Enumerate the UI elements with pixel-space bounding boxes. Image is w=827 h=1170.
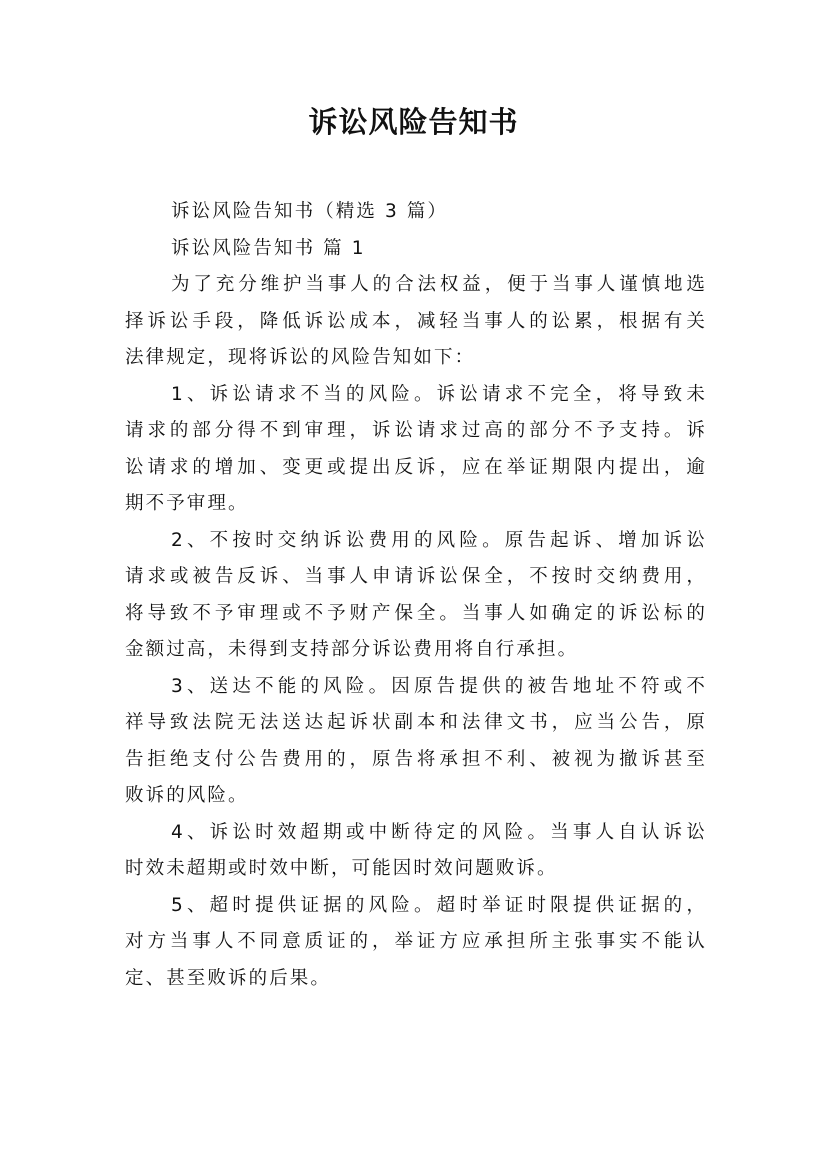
text-line: 时效未超期或时效中断，可能因时效问题败诉。 [125,858,558,879]
text-line: 讼请求的增加、变更或提出反诉，应在举证期限内提出，逾 [125,456,707,478]
text-line: 请求的部分得不到审理，诉讼请求过高的部分不予支持。诉 [125,420,707,441]
document-body [125,194,707,997]
text-line: 4、诉讼时效超期或中断待定的风险。当事人自认诉讼 [171,821,707,843]
text-line: 法律规定，现将诉讼的风险告知如下： [125,347,476,368]
text-line: 将导致不予审理或不予财产保全。当事人如确定的诉讼标的 [125,602,707,624]
text-line: 期不予审理。 [125,493,249,514]
text-line: 为了充分维护当事人的合法权益，便于当事人谨慎地选 [171,274,707,295]
text-line: 祥导致法院无法送达起诉状副本和法律文书，应当公告，原 [125,712,707,733]
text-line: 败诉的风险。 [125,785,249,806]
text-line: 告拒绝支付公告费用的，原告将承担不利、被视为撤诉甚至 [125,748,707,770]
text-line: 3、送达不能的风险。因原告提供的被告地址不符或不 [171,675,707,697]
text-line: 5、超时提供证据的风险。超时举证时限提供证据的， [171,894,707,916]
text-line: 请求或被告反诉、当事人申请诉讼保全，不按时交纳费用， [125,566,707,587]
document-title: 诉讼风险告知书 [308,105,519,139]
text-line: 择诉讼手段，降低诉讼成本，减轻当事人的讼累，根据有关 [125,310,707,332]
text-line: 金额过高，未得到支持部分诉讼费用将自行承担。 [125,639,579,660]
text-line: 定、甚至败诉的后果。 [125,967,332,989]
text-line: 诉讼风险告知书（精选 3 篇） [171,201,449,222]
text-line: 诉讼风险告知书 篇 1 [171,237,366,259]
text-line: 对方当事人不同意质证的，举证方应承担所主张事实不能认 [125,931,707,952]
text-line: 2、不按时交纳诉讼费用的风险。原告起诉、增加诉讼 [171,529,707,551]
text-line: 1、诉讼请求不当的风险。诉讼请求不完全，将导致未 [171,383,707,405]
